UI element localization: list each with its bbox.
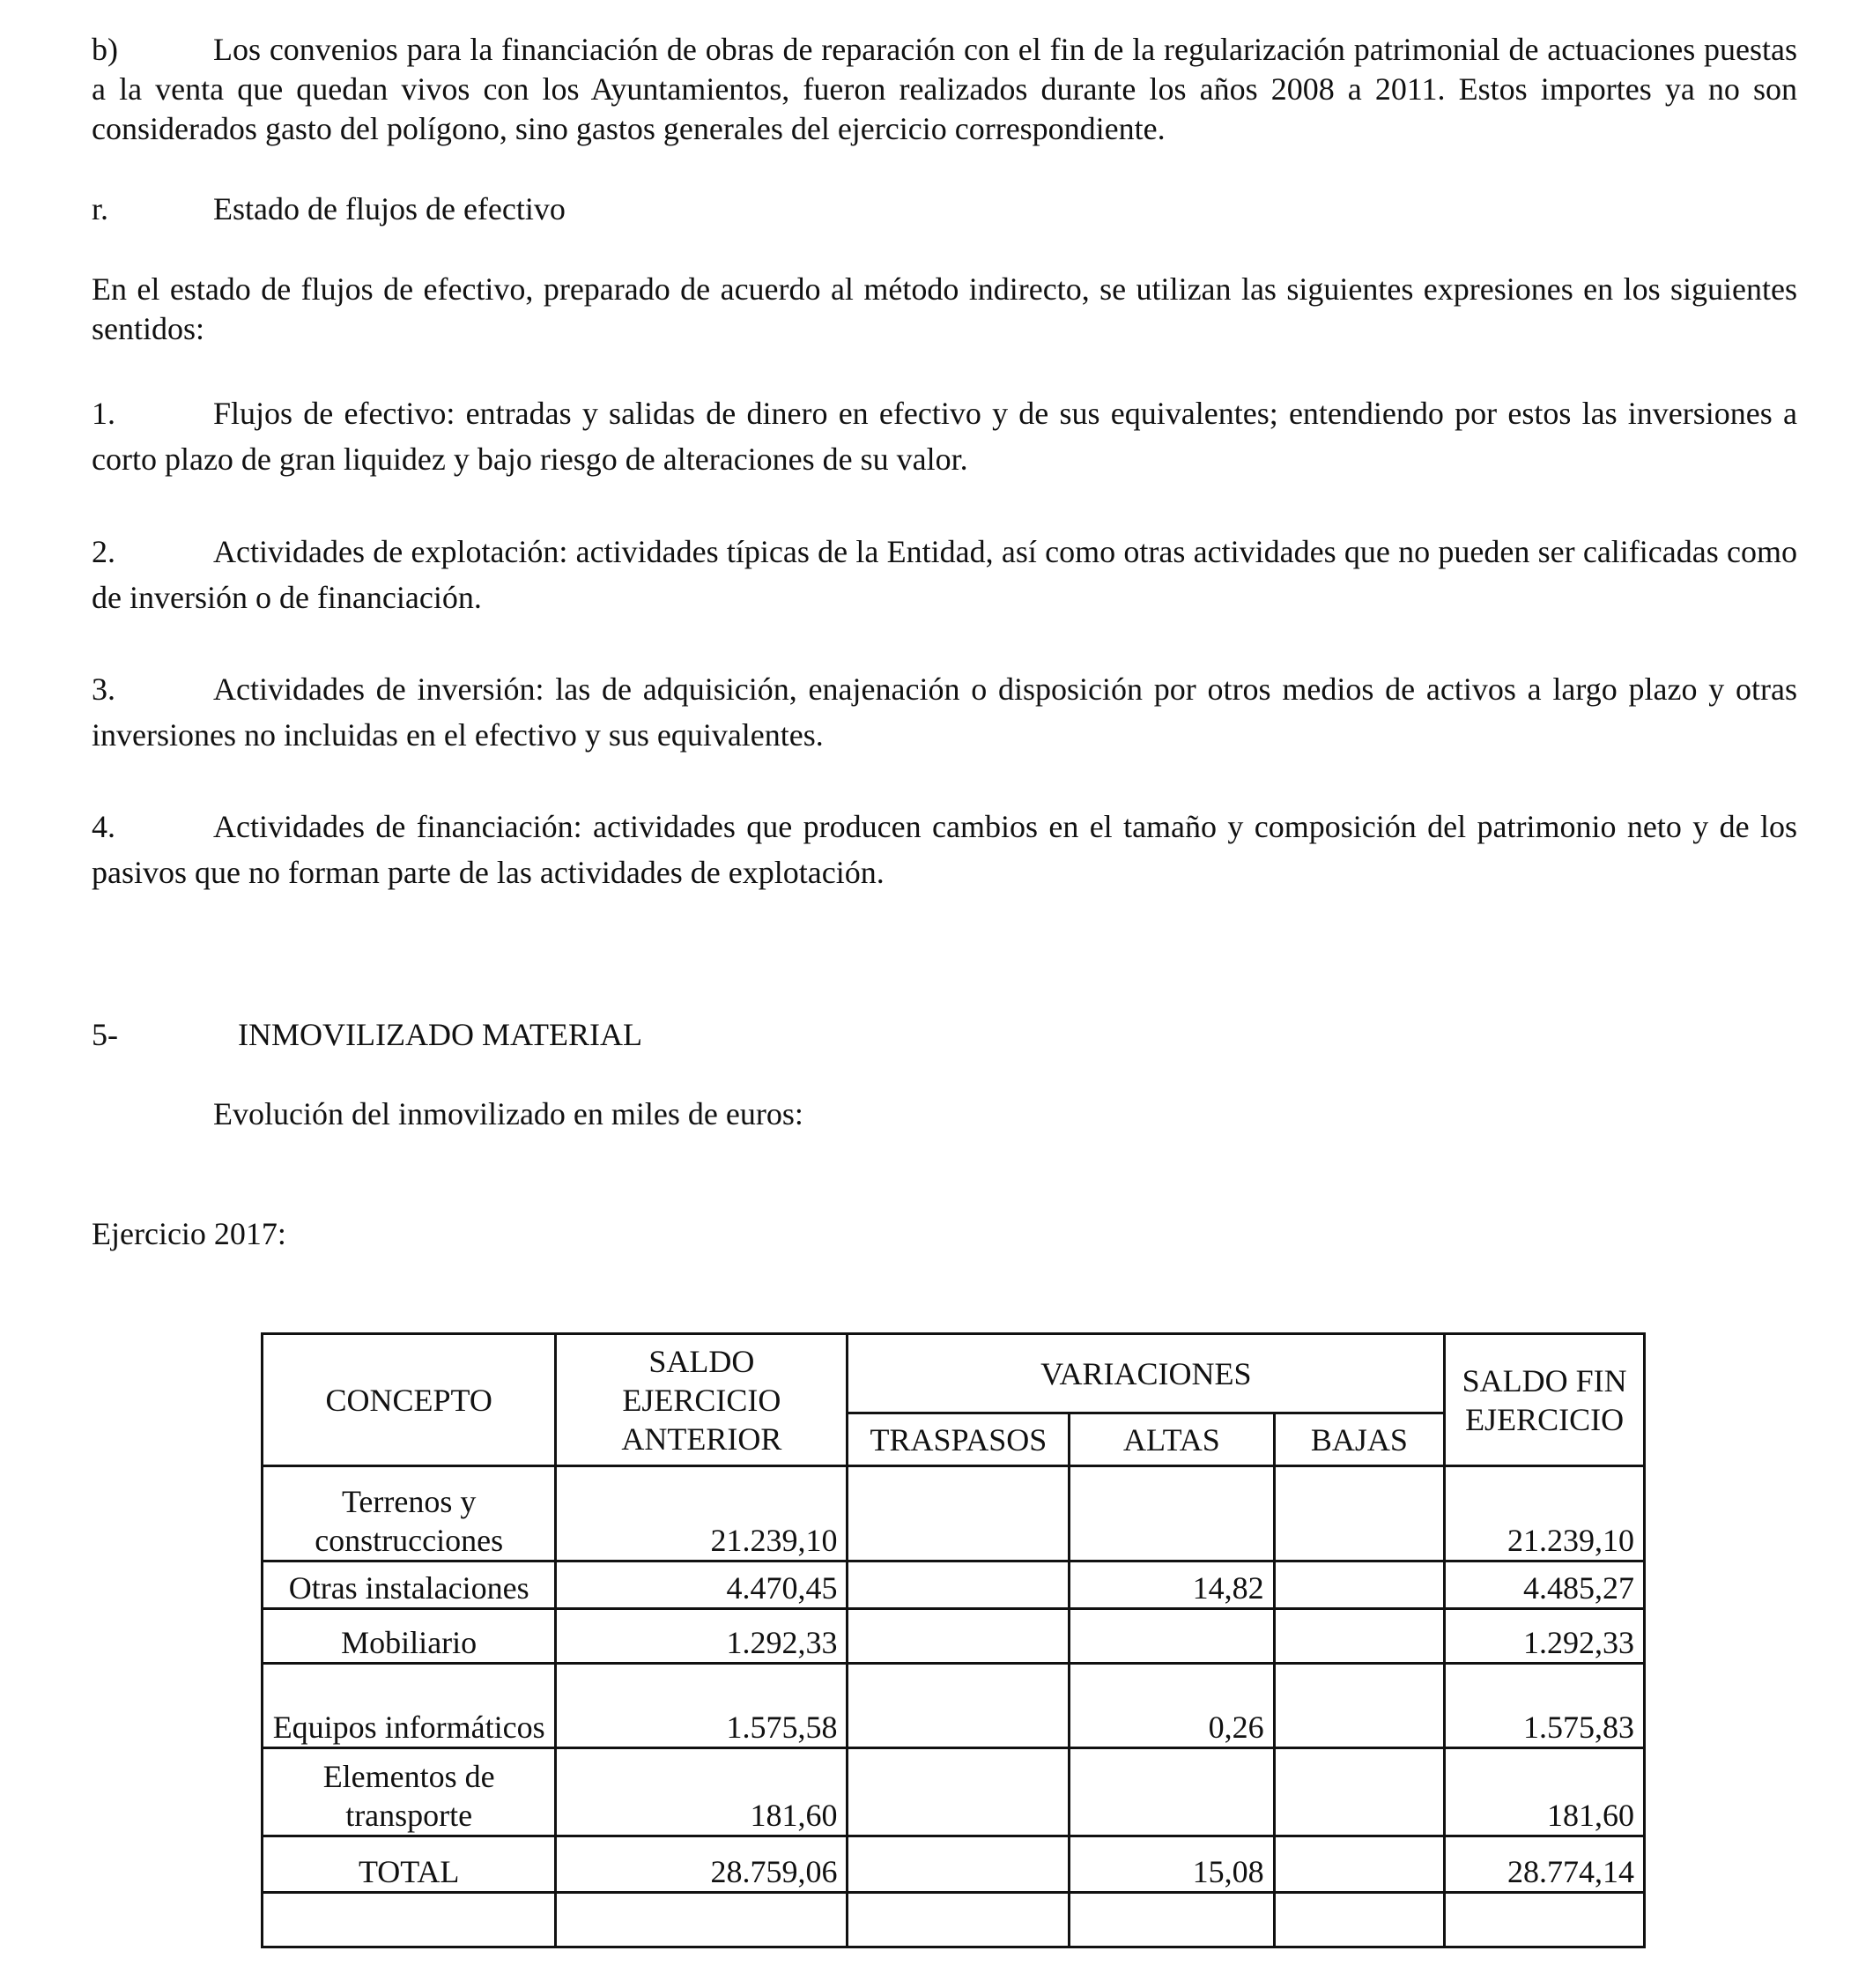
cell-bajas [1274,1893,1445,1947]
cell-saldo-anterior: 21.239,10 [556,1466,848,1561]
cell-saldo-fin: 1.292,33 [1445,1609,1645,1664]
header-bajas: BAJAS [1274,1413,1445,1466]
evolution-caption: Evolución del inmovilizado en miles de euros: [213,1096,803,1131]
header-altas: ALTAS [1070,1413,1274,1466]
cell-bajas [1274,1561,1445,1609]
table-row [263,1609,1645,1664]
table-row [263,1466,1645,1561]
exercise-label: Ejercicio 2017: [92,1216,286,1251]
table-row [263,1561,1645,1609]
list-marker: 2. [92,534,115,569]
header-traspasos: TRASPASOS [848,1413,1070,1466]
cell-bajas [1274,1466,1445,1561]
section-title: Estado de flujos de efectivo [213,191,566,226]
header-concepto: CONCEPTO [263,1334,556,1466]
table-row [263,1664,1645,1748]
table-row-empty [263,1893,1645,1947]
cell-saldo-anterior: 28.759,06 [556,1836,848,1893]
paragraph-text: Los convenios para la financiación de obras de reparación con el fin de la regularización patrimonial de actuaciones puestas a la venta que quedan vivos con los Ayuntamientos, fueron realizados durante los años 2008 a 2011. Estos importes ya no son considerados gasto del polígono, sino gastos generales del ejercicio correspondiente. [92,32,1797,146]
table-header-row [263,1334,1645,1413]
cell-traspasos [848,1748,1070,1836]
cell-saldo-anterior: 181,60 [556,1748,848,1836]
list-text: Actividades de explotación: actividades típicas de la Entidad, así como otras actividades que no pueden ser calificadas como de inversión o de financiación. [92,534,1797,615]
cell-saldo-anterior: 1.292,33 [556,1609,848,1664]
cell-saldo-fin: 4.485,27 [1445,1561,1645,1609]
list-item-4 [92,804,1797,895]
section-marker: r. [92,191,109,226]
section-marker: 5- [92,1017,118,1052]
cell-saldo-anterior: 4.470,45 [556,1561,848,1609]
cell-concepto: Equipos informáticos [263,1664,556,1748]
paragraph-b [92,30,1797,149]
cell-traspasos [848,1466,1070,1561]
cell-concepto: Mobiliario [263,1609,556,1664]
section-heading-r [92,189,1797,229]
cell-saldo-fin: 1.575,83 [1445,1664,1645,1748]
cell-traspasos [848,1609,1070,1664]
list-item-3 [92,666,1797,758]
list-marker: 3. [92,671,115,707]
paragraph-marker: b) [92,32,118,67]
list-text: Actividades de financiación: actividades que producen cambios en el tamaño y composición del patrimonio neto y de los pasivos que no forman parte de las actividades de explotación. [92,809,1797,890]
cell-bajas [1274,1836,1445,1893]
list-item-1 [92,390,1797,482]
cell-bajas [1274,1748,1445,1836]
cell-concepto: Terrenos y construcciones [263,1466,556,1561]
section-heading-5 [92,1015,1797,1055]
table-row [263,1748,1645,1836]
cell-altas: 14,82 [1070,1561,1274,1609]
cell-traspasos [848,1561,1070,1609]
cell-saldo-anterior [556,1893,848,1947]
list-text: Actividades de inversión: las de adquisición, enajenación o disposición por otros medios de activos a largo plazo y otras inversiones no incluidas en el efectivo y sus equivalentes. [92,671,1797,753]
cell-saldo-fin: 181,60 [1445,1748,1645,1836]
cell-altas [1070,1748,1274,1836]
cell-bajas [1274,1609,1445,1664]
cell-altas [1070,1893,1274,1947]
cell-concepto [263,1893,556,1947]
list-item-2 [92,529,1797,620]
list-text: Flujos de efectivo: entradas y salidas de dinero en efectivo y de sus equivalentes; entendiendo por estos las inversiones a corto plazo de gran liquidez y bajo riesgo de alteraciones de su valor. [92,396,1797,477]
cell-saldo-fin: 28.774,14 [1445,1836,1645,1893]
cell-traspasos [848,1664,1070,1748]
cell-altas [1070,1466,1274,1561]
cell-concepto: Otras instalaciones [263,1561,556,1609]
cell-saldo-fin: 21.239,10 [1445,1466,1645,1561]
header-variaciones: VARIACIONES [848,1334,1445,1413]
intro-paragraph: En el estado de flujos de efectivo, preparado de acuerdo al método indirecto, se utilizan las siguientes expresiones en los siguientes sentidos: [92,271,1797,346]
fixed-assets-table [261,1332,1646,1948]
header-saldo-anterior: SALDO EJERCICIO ANTERIOR [556,1334,848,1466]
cell-saldo-anterior: 1.575,58 [556,1664,848,1748]
cell-traspasos [848,1893,1070,1947]
list-marker: 4. [92,809,115,844]
cell-altas: 0,26 [1070,1664,1274,1748]
table-total-row [263,1836,1645,1893]
cell-altas [1070,1609,1274,1664]
cell-concepto: TOTAL [263,1836,556,1893]
list-marker: 1. [92,396,115,431]
cell-altas: 15,08 [1070,1836,1274,1893]
cell-concepto: Elementos de transporte [263,1748,556,1836]
cell-saldo-fin [1445,1893,1645,1947]
cell-traspasos [848,1836,1070,1893]
header-saldo-fin: SALDO FIN EJERCICIO [1445,1334,1645,1466]
section-title: INMOVILIZADO MATERIAL [238,1017,642,1052]
cell-bajas [1274,1664,1445,1748]
